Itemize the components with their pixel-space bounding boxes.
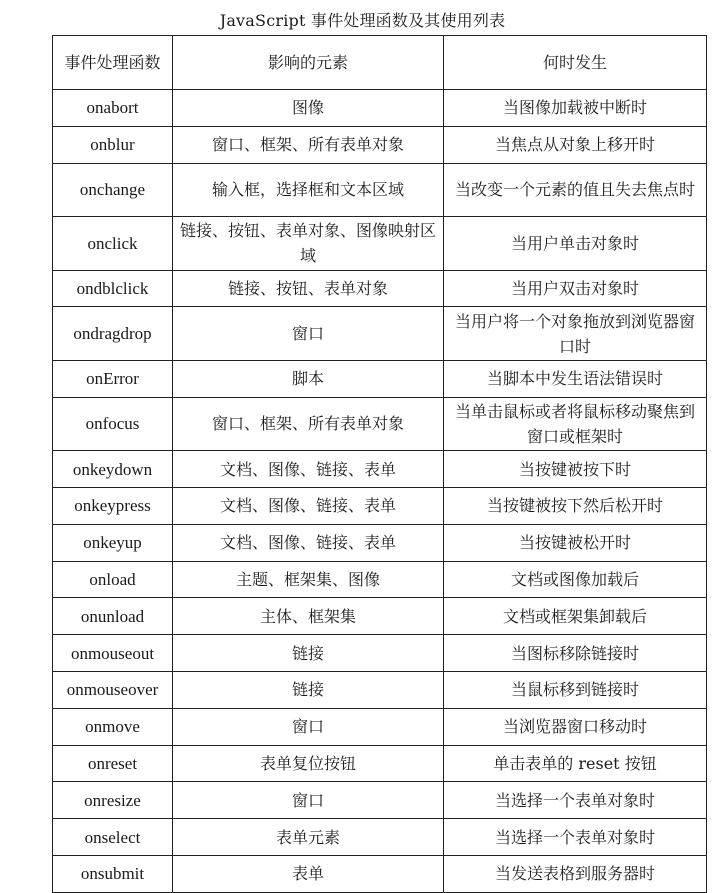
event-name-cell: ondragdrop	[53, 307, 173, 361]
table-row	[53, 307, 707, 361]
event-name-cell: onblur	[53, 126, 173, 163]
affected-elements-cell: 主题、框架集、图像	[173, 561, 444, 598]
table-row	[53, 708, 707, 745]
table-row	[53, 397, 707, 451]
affected-elements-cell: 链接、按钮、表单对象、图像映射区域	[173, 217, 444, 271]
event-name-cell: onmove	[53, 708, 173, 745]
table-row	[53, 90, 707, 127]
affected-elements-cell: 图像	[173, 90, 444, 127]
when-occurs-cell: 当脚本中发生语法错误时	[444, 360, 707, 397]
event-name-cell: onkeydown	[53, 451, 173, 488]
affected-elements-cell: 文档、图像、链接、表单	[173, 487, 444, 524]
event-handlers-table	[52, 35, 707, 893]
affected-elements-cell: 窗口、框架、所有表单对象	[173, 397, 444, 451]
table-caption: JavaScript 事件处理函数及其使用列表	[219, 11, 506, 30]
table-row	[53, 745, 707, 782]
event-name-cell: onunload	[53, 598, 173, 635]
when-occurs-cell: 当按键被按下然后松开时	[444, 487, 707, 524]
when-occurs-cell: 当鼠标移到链接时	[444, 671, 707, 708]
when-occurs-cell: 当按键被按下时	[444, 451, 707, 488]
event-name-cell: onError	[53, 360, 173, 397]
when-occurs-cell: 当选择一个表单对象时	[444, 782, 707, 819]
table-row	[53, 360, 707, 397]
event-name-cell: onabort	[53, 90, 173, 127]
event-name-cell: onchange	[53, 163, 173, 217]
affected-elements-cell: 表单复位按钮	[173, 745, 444, 782]
event-name-cell: onload	[53, 561, 173, 598]
affected-elements-cell: 主体、框架集	[173, 598, 444, 635]
event-name-cell: onfocus	[53, 397, 173, 451]
affected-elements-cell: 输入框，选择框和文本区域	[173, 163, 444, 217]
header-when-occurs: 何时发生	[444, 36, 707, 90]
table-row	[53, 671, 707, 708]
table-row	[53, 782, 707, 819]
event-name-cell: onmouseout	[53, 635, 173, 672]
affected-elements-cell: 窗口、框架、所有表单对象	[173, 126, 444, 163]
event-name-cell: ondblclick	[53, 270, 173, 307]
event-name-cell: onkeypress	[53, 487, 173, 524]
event-name-cell: onmouseover	[53, 671, 173, 708]
when-occurs-cell: 当图像加载被中断时	[444, 90, 707, 127]
when-occurs-cell: 当单击鼠标或者将鼠标移动聚焦到窗口或框架时	[444, 397, 707, 451]
affected-elements-cell: 表单	[173, 855, 444, 892]
table-row	[53, 561, 707, 598]
affected-elements-cell: 窗口	[173, 708, 444, 745]
when-occurs-cell: 文档或图像加载后	[444, 561, 707, 598]
table-row	[53, 487, 707, 524]
affected-elements-cell: 文档、图像、链接、表单	[173, 524, 444, 561]
event-name-cell: onsubmit	[53, 855, 173, 892]
affected-elements-cell: 表单元素	[173, 819, 444, 856]
table-row	[53, 126, 707, 163]
header-event-handler: 事件处理函数	[53, 36, 173, 90]
affected-elements-cell: 文档、图像、链接、表单	[173, 451, 444, 488]
affected-elements-cell: 链接	[173, 635, 444, 672]
event-name-cell: onclick	[53, 217, 173, 271]
when-occurs-cell: 当改变一个元素的值且失去焦点时	[444, 163, 707, 217]
affected-elements-cell: 链接、按钮、表单对象	[173, 270, 444, 307]
event-name-cell: onresize	[53, 782, 173, 819]
affected-elements-cell: 脚本	[173, 360, 444, 397]
table-row	[53, 819, 707, 856]
event-name-cell: onselect	[53, 819, 173, 856]
when-occurs-cell: 当浏览器窗口移动时	[444, 708, 707, 745]
table-row	[53, 598, 707, 635]
table-row	[53, 270, 707, 307]
when-occurs-cell: 当焦点从对象上移开时	[444, 126, 707, 163]
table-header-row	[53, 36, 707, 90]
table-row	[53, 451, 707, 488]
when-occurs-cell: 单击表单的 reset 按钮	[444, 745, 707, 782]
when-occurs-cell: 当用户单击对象时	[444, 217, 707, 271]
event-name-cell: onreset	[53, 745, 173, 782]
table-row	[53, 524, 707, 561]
event-name-cell: onkeyup	[53, 524, 173, 561]
when-occurs-cell: 当发送表格到服务器时	[444, 855, 707, 892]
when-occurs-cell: 当图标移除链接时	[444, 635, 707, 672]
when-occurs-cell: 文档或框架集卸载后	[444, 598, 707, 635]
affected-elements-cell: 窗口	[173, 782, 444, 819]
header-affected-elements: 影响的元素	[173, 36, 444, 90]
when-occurs-cell: 当用户将一个对象拖放到浏览器窗口时	[444, 307, 707, 361]
when-occurs-cell: 当选择一个表单对象时	[444, 819, 707, 856]
when-occurs-cell: 当用户双击对象时	[444, 270, 707, 307]
table-row	[53, 855, 707, 892]
table-row	[53, 163, 707, 217]
table-row	[53, 217, 707, 271]
affected-elements-cell: 链接	[173, 671, 444, 708]
when-occurs-cell: 当按键被松开时	[444, 524, 707, 561]
table-row	[53, 635, 707, 672]
affected-elements-cell: 窗口	[173, 307, 444, 361]
